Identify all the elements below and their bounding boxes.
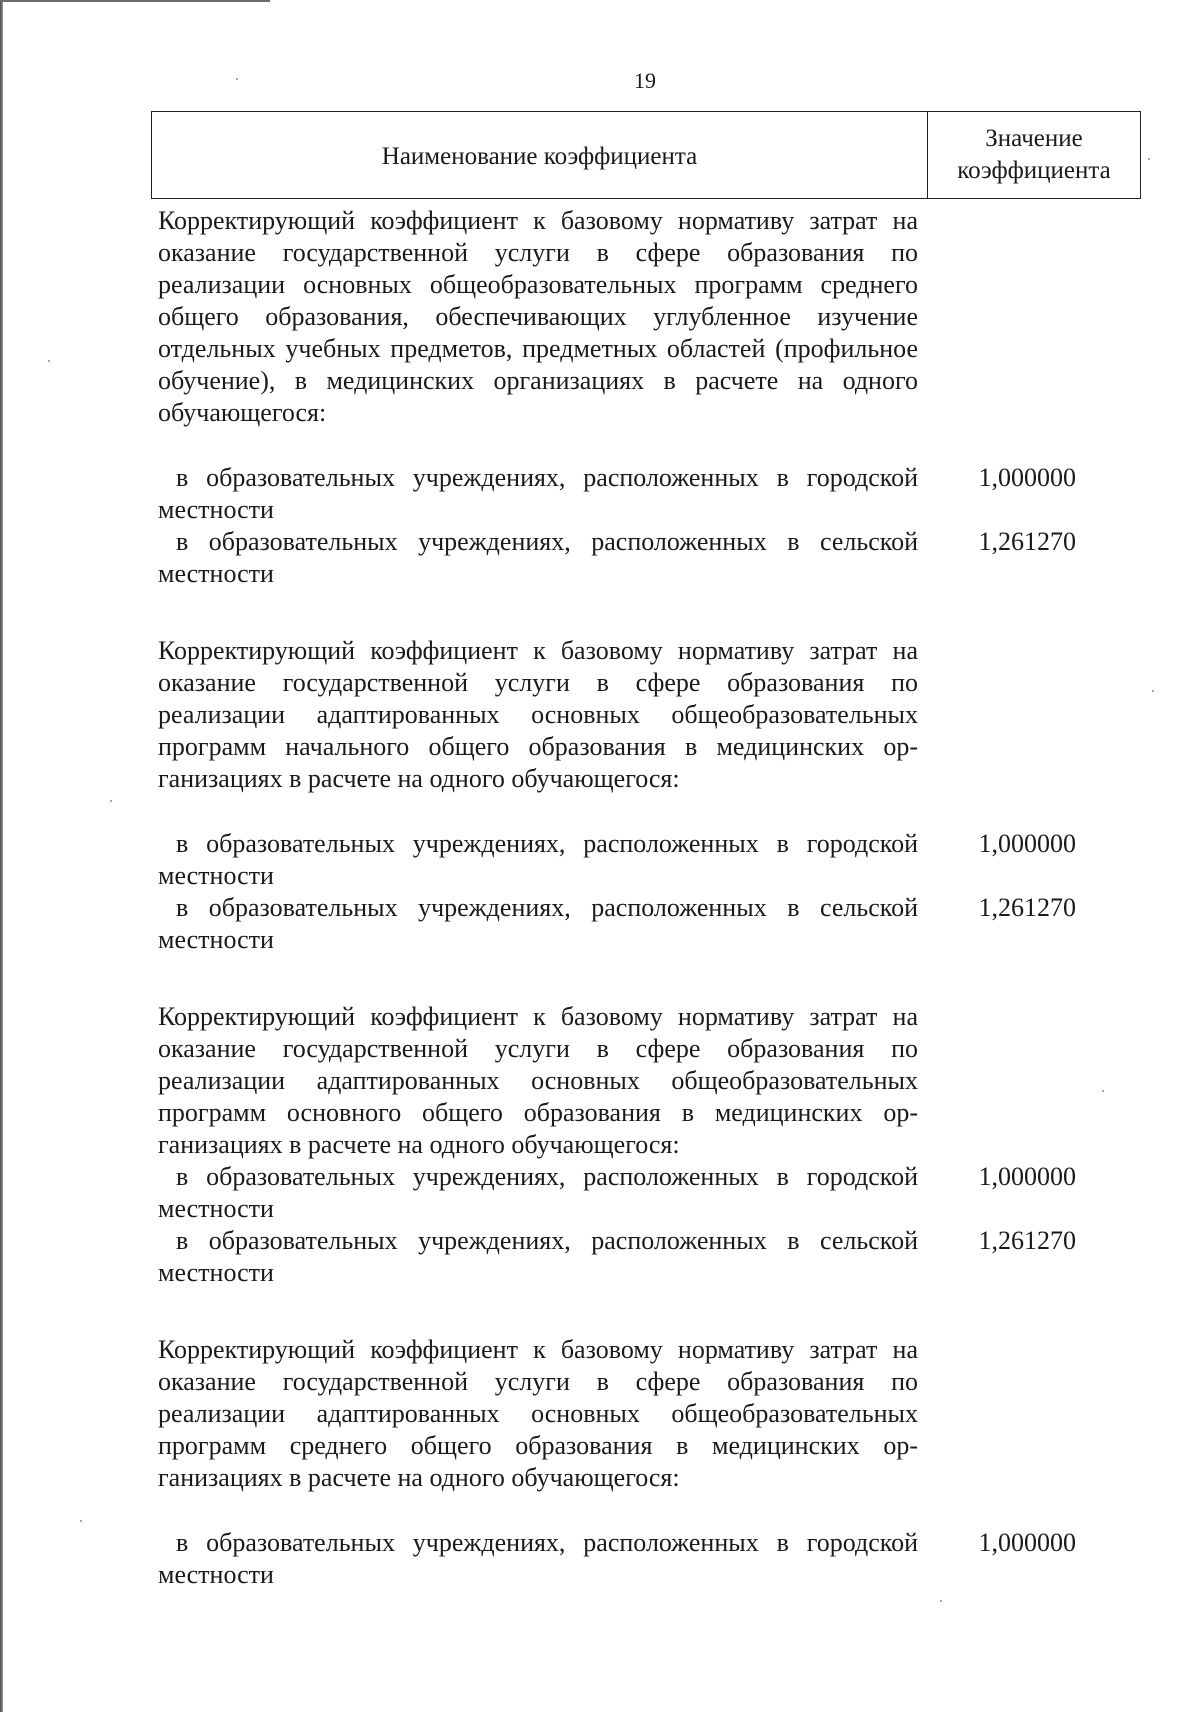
scan-speck <box>80 1520 82 1522</box>
row-value: 1,000000 <box>978 1162 1076 1191</box>
row-value: 1,261270 <box>978 527 1076 556</box>
header-value-line2: коэффициента <box>957 157 1111 184</box>
coefficient-row <box>158 526 1138 590</box>
row-description: в образовательных учреждениях, расположенных в городской местности <box>158 1162 918 1223</box>
coefficient-section <box>158 205 1138 590</box>
section-intro: Корректирующий коэффициент к базовому нормативу затрат на оказание государственной услуги в сфере образования по реализации основных общеобразовательных программ среднего общего образования, обеспечивающих углубленное изучение отдельных учебных предметов, предметных областей (профильное обучение), в медицинских организациях в расчете на одного обучающегося: <box>158 206 918 427</box>
header-name-column: Наименование коэффициента <box>152 112 928 198</box>
coefficient-section <box>158 1334 1138 1591</box>
row-description: в образовательных учреждениях, расположенных в городской местности <box>158 829 918 890</box>
coefficient-row <box>158 828 1138 892</box>
table-header <box>151 111 1141 199</box>
coefficient-row <box>158 1225 1138 1289</box>
coefficient-section <box>158 635 1138 956</box>
scan-edge-shadow <box>0 0 3 1712</box>
section-intro: Корректирующий коэффициент к базовому нормативу затрат на оказание государственной услуги в сфере образования по реализации адаптированных основных общеобразовательных программ основного общего образования в медицинских организациях в расчете на одного обучающегося: <box>158 1002 918 1159</box>
section-intro: Корректирующий коэффициент к базовому нормативу затрат на оказание государственной услуги в сфере образования по реализации адаптированных основных общеобразовательных программ среднего общего образования в медицинских организациях в расчете на одного обучающегося: <box>158 1335 918 1492</box>
scan-speck <box>110 800 112 802</box>
row-description: в образовательных учреждениях, расположенных в сельской местности <box>158 1226 918 1287</box>
row-description: в образовательных учреждениях, расположенных в городской местности <box>158 463 918 524</box>
row-description: в образовательных учреждениях, расположенных в городской местности <box>158 1528 918 1589</box>
row-value: 1,261270 <box>978 1226 1076 1255</box>
row-description: в образовательных учреждениях, расположенных в сельской местности <box>158 893 918 954</box>
row-value: 1,000000 <box>978 829 1076 858</box>
page-number: 19 <box>634 68 656 93</box>
section-intro: Корректирующий коэффициент к базовому нормативу затрат на оказание государственной услуги в сфере образования по реализации адаптированных основных общеобразовательных программ начального общего образования в медицинских организациях в расчете на одного обучающегося: <box>158 636 918 793</box>
coefficient-row <box>158 1527 1138 1591</box>
coefficient-row <box>158 892 1138 956</box>
coefficient-list <box>158 205 1138 1591</box>
row-description: в образовательных учреждениях, расположенных в сельской местности <box>158 527 918 588</box>
coefficient-row <box>158 462 1138 526</box>
coefficient-row <box>158 1161 1138 1225</box>
row-value: 1,000000 <box>978 1528 1076 1557</box>
scan-speck <box>940 1600 942 1602</box>
scan-top-artifact <box>0 0 270 2</box>
header-value-column <box>928 112 1140 198</box>
scan-speck <box>1148 158 1150 160</box>
scan-speck <box>48 360 50 362</box>
row-value: 1,000000 <box>978 463 1076 492</box>
scan-speck <box>1152 690 1154 692</box>
header-value-line1: Значение <box>985 125 1083 152</box>
row-value: 1,261270 <box>978 893 1076 922</box>
coefficient-section <box>158 1001 1138 1289</box>
